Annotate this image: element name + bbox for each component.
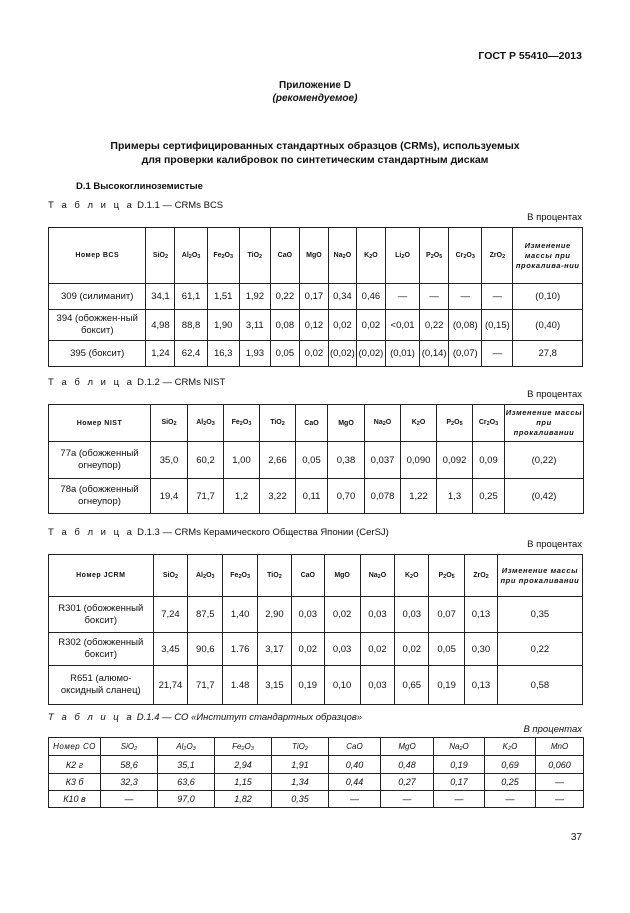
column-header-oxide: SiO2: [151, 405, 188, 442]
table-row: [49, 756, 584, 774]
column-header-number: Номер СО: [49, 738, 101, 756]
value-cell: 0,22: [420, 310, 449, 341]
value-cell: 0,65: [395, 666, 429, 705]
row-name-cell: R302 (обожженный боксит): [49, 633, 154, 666]
value-cell: 4,98: [146, 310, 175, 341]
value-cell: 1.48: [223, 666, 258, 705]
value-cell: 0,05: [429, 633, 465, 666]
value-cell: 0,27: [381, 774, 434, 791]
value-cell: 0,25: [473, 479, 505, 514]
value-cell: 3,45: [153, 633, 188, 666]
column-header-oxide: Fe2O3: [207, 228, 239, 284]
main-title-line-1: Примеры сертифицированных стандартных образцов (CRMs), используемых: [110, 140, 520, 152]
value-cell: 7,24: [153, 597, 188, 633]
column-header-mass-change: Изменение массы при прокалива-нии: [513, 228, 583, 284]
column-header-oxide: P2O5: [429, 555, 465, 597]
column-header-oxide: MgO: [381, 738, 434, 756]
value-cell: 0,03: [395, 597, 429, 633]
value-cell: 0,30: [465, 633, 498, 666]
table-header-row: [49, 555, 583, 597]
value-cell: 0,13: [465, 597, 498, 633]
value-cell: 0,70: [328, 479, 365, 514]
row-name-cell: 77a (обожженный огнеупор): [49, 442, 151, 479]
column-header-oxide: TiO2: [258, 555, 292, 597]
value-cell: 60,2: [188, 442, 224, 479]
column-header-oxide: MgO: [328, 405, 365, 442]
value-cell: —: [101, 791, 158, 808]
column-header-oxide: Al2O3: [158, 738, 215, 756]
value-cell: 0,060: [536, 756, 584, 774]
value-cell: 0,48: [381, 756, 434, 774]
value-cell: 0,69: [485, 756, 536, 774]
row-name-cell: R301 (обожженный боксит): [49, 597, 154, 633]
value-cell: 2,90: [258, 597, 292, 633]
column-header-oxide: Al2O3: [188, 555, 223, 597]
standard-number: ГОСТ Р 55410—2013: [478, 50, 582, 62]
caption-text: D.1.4 — СО «Институт стандартных образцов»: [136, 712, 363, 723]
column-header-oxide: Fe2O3: [215, 738, 272, 756]
value-cell: (0,01): [385, 341, 419, 367]
value-cell: 0,11: [296, 479, 328, 514]
value-cell: 34,1: [146, 284, 175, 310]
value-cell: 0,44: [329, 774, 381, 791]
value-cell: 0,35: [272, 791, 329, 808]
value-cell: (0,02): [356, 341, 385, 367]
value-cell: 0,02: [360, 633, 395, 666]
table-row: [49, 633, 583, 666]
caption-prefix: Т а б л и ц а: [48, 377, 135, 388]
value-cell: 1,92: [239, 284, 270, 310]
value-cell: 1,00: [224, 442, 260, 479]
value-cell: 0,25: [485, 774, 536, 791]
column-header-oxide: SiO2: [101, 738, 158, 756]
appendix-title: Приложение D: [279, 80, 351, 91]
value-cell: 0,12: [299, 310, 328, 341]
value-cell: 0,03: [291, 597, 324, 633]
column-header-oxide: K2O: [356, 228, 385, 284]
value-cell: 0,02: [328, 310, 356, 341]
caption-text: D.1.1 — CRMs BCS: [137, 200, 224, 211]
value-cell: —: [536, 791, 584, 808]
value-cell: 1,22: [401, 479, 437, 514]
value-cell: 0,40: [329, 756, 381, 774]
value-cell: (0,15): [482, 310, 513, 341]
table-caption-1: [48, 200, 223, 211]
column-header-number: Номер BCS: [49, 228, 146, 284]
page-number: 37: [570, 832, 582, 843]
column-header-oxide: CaO: [270, 228, 299, 284]
column-header-mass-change: Изменение массы при прокаливании: [505, 405, 584, 442]
value-cell: 0,02: [299, 341, 328, 367]
value-cell: 1,91: [272, 756, 329, 774]
value-cell: —: [381, 791, 434, 808]
value-cell: 0,03: [324, 633, 360, 666]
column-header-mass-change: Изменение массы при прокаливании: [497, 555, 582, 597]
value-cell: 0,17: [299, 284, 328, 310]
table-header-row: [49, 405, 584, 442]
value-cell: <0,01: [385, 310, 419, 341]
units-label-4: В процентах: [523, 724, 582, 735]
table-row: [49, 791, 584, 808]
table-caption-3: [48, 527, 389, 538]
value-cell: (0,22): [505, 442, 584, 479]
column-header-oxide: SiO2: [146, 228, 175, 284]
value-cell: 1,90: [207, 310, 239, 341]
value-cell: 0,13: [465, 666, 498, 705]
value-cell: 0,078: [365, 479, 401, 514]
table-caption-4: [48, 712, 362, 723]
value-cell: 1,34: [272, 774, 329, 791]
value-cell: 3,15: [258, 666, 292, 705]
value-cell: 1,3: [437, 479, 473, 514]
value-cell: 0,05: [270, 341, 299, 367]
column-header-oxide: CaO: [296, 405, 328, 442]
column-header-number: Номер JCRM: [49, 555, 154, 597]
caption-prefix: Т а б л и ц а: [48, 527, 135, 538]
caption-text: D.1.3 — CRMs Керамического Общества Японии (CerSJ): [137, 527, 389, 538]
table-institute: [48, 737, 584, 808]
column-header-oxide: K2O: [401, 405, 437, 442]
value-cell: 0,03: [360, 666, 395, 705]
column-header-oxide: TiO2: [260, 405, 296, 442]
column-header-oxide: MgO: [324, 555, 360, 597]
column-header-oxide: TiO2: [239, 228, 270, 284]
value-cell: (0,40): [513, 310, 583, 341]
value-cell: 97,0: [158, 791, 215, 808]
value-cell: —: [385, 284, 419, 310]
value-cell: —: [482, 341, 513, 367]
value-cell: 1,15: [215, 774, 272, 791]
column-header-oxide: Na2O: [360, 555, 395, 597]
value-cell: —: [434, 791, 485, 808]
value-cell: 0,03: [360, 597, 395, 633]
main-title-line-2: для проверки калибровок по синтетическим стандартным дискам: [141, 154, 489, 166]
value-cell: 90,6: [188, 633, 223, 666]
units-label-3: В процентах: [527, 539, 582, 550]
table-header-row: [49, 228, 583, 284]
table-header-row: [49, 738, 584, 756]
value-cell: (0,08): [449, 310, 482, 341]
value-cell: 0,02: [356, 310, 385, 341]
row-name-cell: R651 (алюмо-оксидный сланец): [49, 666, 154, 705]
column-header-oxide: Na2O: [365, 405, 401, 442]
value-cell: —: [329, 791, 381, 808]
column-header-oxide: SiO2: [153, 555, 188, 597]
value-cell: 0,46: [356, 284, 385, 310]
column-header-oxide: P2O5: [420, 228, 449, 284]
value-cell: 2,66: [260, 442, 296, 479]
column-header-oxide: Na2O: [328, 228, 356, 284]
column-header-oxide: Cr2O3: [449, 228, 482, 284]
value-cell: 0,090: [401, 442, 437, 479]
value-cell: 19,4: [151, 479, 188, 514]
value-cell: 0,09: [473, 442, 505, 479]
value-cell: 27,8: [513, 341, 583, 367]
value-cell: 21,74: [153, 666, 188, 705]
column-header-oxide: Al2O3: [188, 405, 224, 442]
column-header-oxide: Al2O3: [175, 228, 207, 284]
column-header-oxide: CaO: [329, 738, 381, 756]
table-row: [49, 597, 583, 633]
column-header-number: Номер NIST: [49, 405, 151, 442]
value-cell: 3,11: [239, 310, 270, 341]
value-cell: 3,22: [260, 479, 296, 514]
units-label-1: В процентах: [527, 212, 582, 223]
value-cell: 58,6: [101, 756, 158, 774]
value-cell: 0,02: [395, 633, 429, 666]
column-header-oxide: Li2O: [385, 228, 419, 284]
value-cell: 88,8: [175, 310, 207, 341]
value-cell: —: [482, 284, 513, 310]
column-header-oxide: MgO: [299, 228, 328, 284]
value-cell: 2,94: [215, 756, 272, 774]
value-cell: 35,0: [151, 442, 188, 479]
appendix-subtitle: (рекомендуемое): [272, 93, 358, 104]
value-cell: 0,19: [291, 666, 324, 705]
column-header-oxide: Fe2O3: [224, 405, 260, 442]
value-cell: 0,02: [291, 633, 324, 666]
value-cell: 0,35: [497, 597, 582, 633]
value-cell: 1,24: [146, 341, 175, 367]
value-cell: 0,08: [270, 310, 299, 341]
table-row: [49, 774, 584, 791]
table-row: [49, 341, 583, 367]
value-cell: 1,93: [239, 341, 270, 367]
row-name-cell: К10 в: [49, 791, 101, 808]
column-header-oxide: K2O: [485, 738, 536, 756]
caption-text: D.1.2 — CRMs NIST: [137, 377, 226, 388]
value-cell: 62,4: [175, 341, 207, 367]
value-cell: (0,10): [513, 284, 583, 310]
row-name-cell: 309 (силиманит): [49, 284, 146, 310]
caption-prefix: Т а б л и ц а: [48, 712, 135, 723]
table-row: [49, 284, 583, 310]
value-cell: 1.76: [223, 633, 258, 666]
value-cell: (0,02): [328, 341, 356, 367]
value-cell: 1,82: [215, 791, 272, 808]
value-cell: 0,05: [296, 442, 328, 479]
units-label-2: В процентах: [527, 389, 582, 400]
table-row: [49, 310, 583, 341]
column-header-oxide: CaO: [291, 555, 324, 597]
table-row: [49, 442, 584, 479]
table-bcs: [48, 227, 583, 367]
value-cell: 0,22: [497, 633, 582, 666]
row-name-cell: 394 (обожжен-ный боксит): [49, 310, 146, 341]
value-cell: 1,2: [224, 479, 260, 514]
value-cell: 35,1: [158, 756, 215, 774]
column-header-oxide: Fe2O3: [223, 555, 258, 597]
column-header-oxide: K2O: [395, 555, 429, 597]
value-cell: 0,02: [324, 597, 360, 633]
value-cell: 0,22: [270, 284, 299, 310]
value-cell: (0,07): [449, 341, 482, 367]
table-row: [49, 666, 583, 705]
value-cell: 0,037: [365, 442, 401, 479]
column-header-oxide: Na2O: [434, 738, 485, 756]
row-name-cell: 395 (боксит): [49, 341, 146, 367]
value-cell: 71,7: [188, 666, 223, 705]
column-header-oxide: ZrO2: [465, 555, 498, 597]
table-caption-2: [48, 377, 225, 388]
value-cell: —: [536, 774, 584, 791]
value-cell: 16,3: [207, 341, 239, 367]
value-cell: 1,51: [207, 284, 239, 310]
column-header-oxide: TiO2: [272, 738, 329, 756]
column-header-oxide: P2O5: [437, 405, 473, 442]
row-name-cell: 78a (обожженный огнеупор): [49, 479, 151, 514]
column-header-oxide: ZrO2: [482, 228, 513, 284]
value-cell: 0,19: [434, 756, 485, 774]
row-name-cell: К3 б: [49, 774, 101, 791]
caption-prefix: Т а б л и ц а: [48, 200, 135, 211]
table-nist: [48, 404, 584, 514]
value-cell: 0,19: [429, 666, 465, 705]
value-cell: 0,07: [429, 597, 465, 633]
value-cell: 0,38: [328, 442, 365, 479]
value-cell: 71,7: [188, 479, 224, 514]
value-cell: 61,1: [175, 284, 207, 310]
value-cell: —: [449, 284, 482, 310]
value-cell: 0,092: [437, 442, 473, 479]
value-cell: 0,34: [328, 284, 356, 310]
value-cell: —: [485, 791, 536, 808]
value-cell: (0,14): [420, 341, 449, 367]
value-cell: (0,42): [505, 479, 584, 514]
value-cell: —: [420, 284, 449, 310]
value-cell: 0,10: [324, 666, 360, 705]
column-header-oxide: MnO: [536, 738, 584, 756]
value-cell: 3,17: [258, 633, 292, 666]
column-header-oxide: Cr2O3: [473, 405, 505, 442]
value-cell: 0,58: [497, 666, 582, 705]
table-row: [49, 479, 584, 514]
value-cell: 32,3: [101, 774, 158, 791]
value-cell: 87,5: [188, 597, 223, 633]
value-cell: 0,17: [434, 774, 485, 791]
row-name-cell: К2 г: [49, 756, 101, 774]
table-jcrm: [48, 554, 583, 705]
value-cell: 1,40: [223, 597, 258, 633]
section-heading: D.1 Высокоглиноземистые: [76, 181, 203, 192]
value-cell: 63,6: [158, 774, 215, 791]
